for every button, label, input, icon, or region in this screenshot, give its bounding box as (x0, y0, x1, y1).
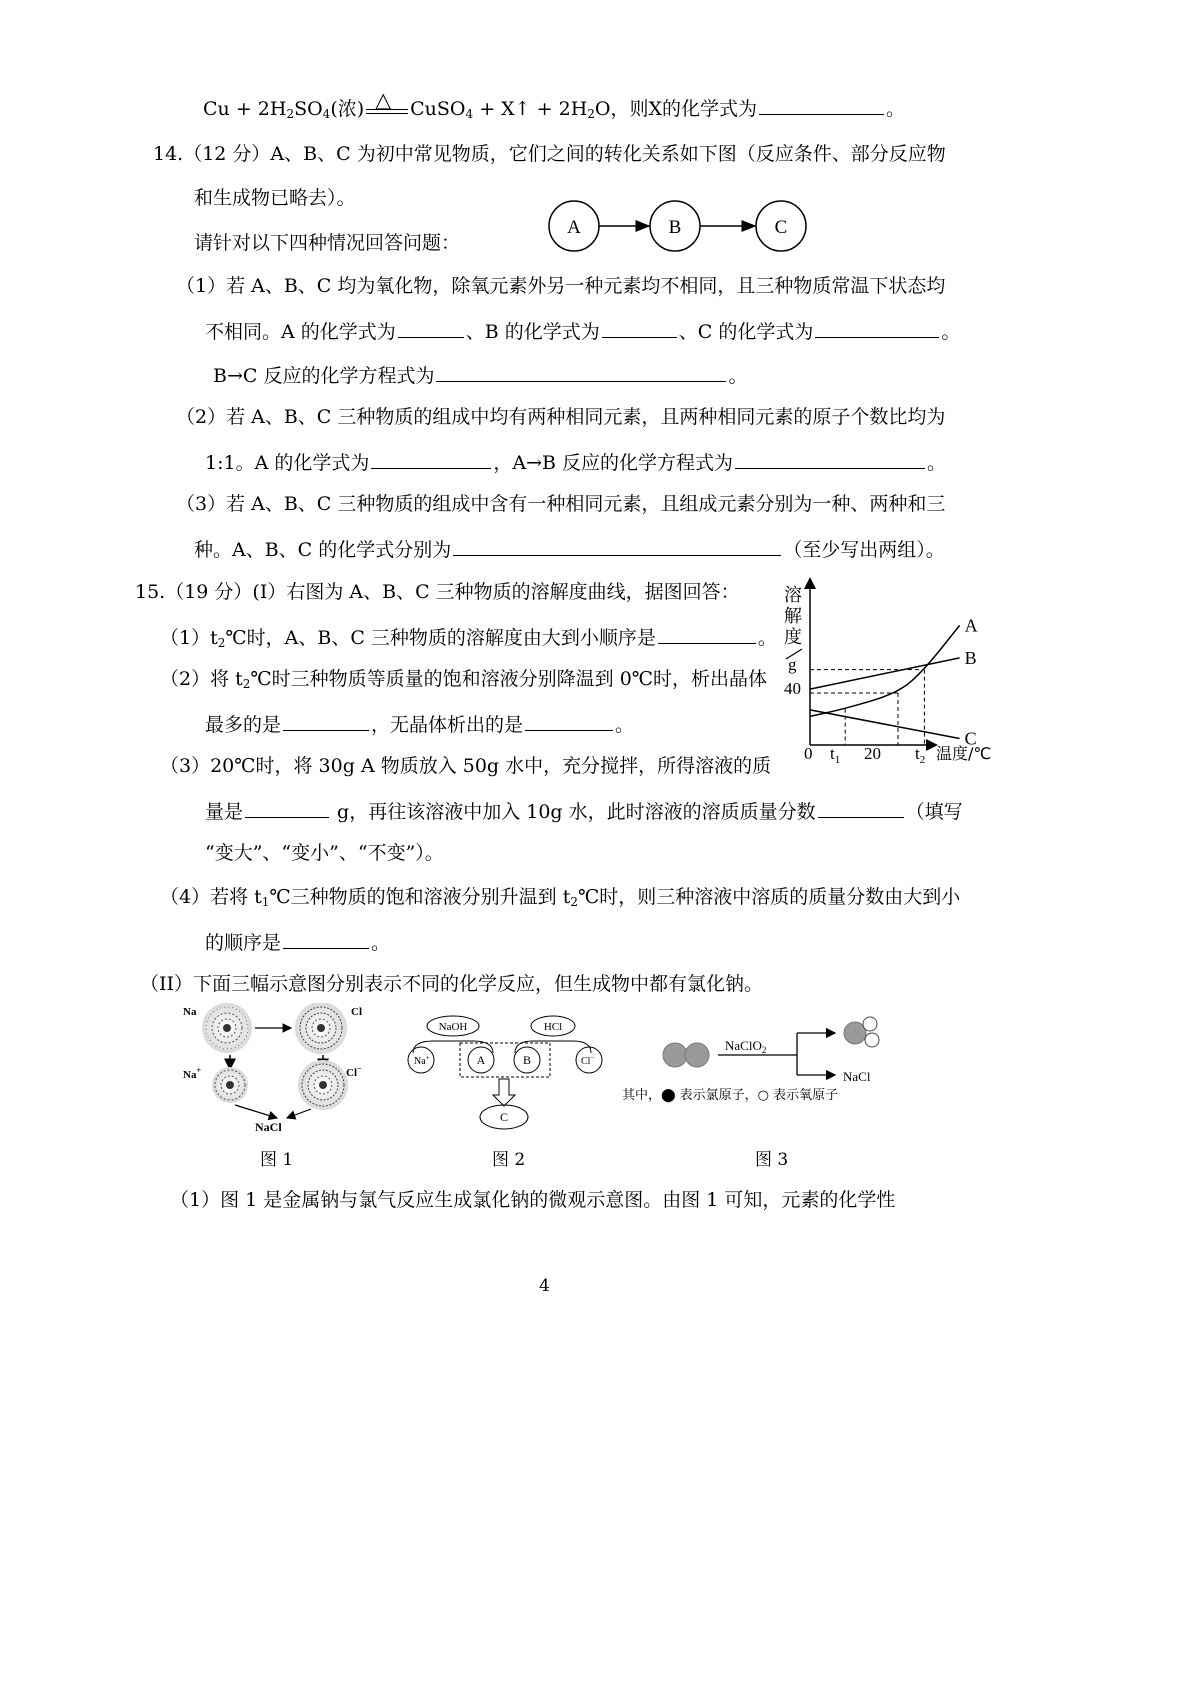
clo2-o-atom (865, 1033, 879, 1047)
answer-blank[interactable] (436, 361, 726, 382)
q-sub: 1 (261, 895, 270, 909)
q-text: 。 (728, 365, 748, 387)
q15-1 (160, 623, 777, 656)
q-text: ℃时，A、B、C 三种物质的溶解度由大到小顺序是 (225, 627, 656, 649)
hollow-down-arrow (493, 1079, 515, 1106)
x-tick-label: 0 (804, 744, 813, 763)
cl-atom-1 (663, 1043, 687, 1067)
product-box (460, 1043, 550, 1077)
eq-sub: 2 (286, 107, 295, 121)
q15-part2: （II）下面三幅示意图分别表示不同的化学反应，但生成物中都有氯化钠。 (140, 973, 764, 995)
curve-label-c: C (964, 728, 977, 749)
eq-text: SO (294, 98, 323, 120)
curve-a (810, 625, 960, 716)
caption-fig2: 图 2 (492, 1150, 526, 1170)
answer-blank[interactable] (525, 710, 613, 731)
fig1-cl-label: Cl (351, 1006, 362, 1018)
q15-3c: “变大”、“变小”、“不变”）。 (205, 842, 444, 864)
q-text: ℃时，则三种溶液中溶质的质量分数由大到小 (577, 886, 961, 908)
q-text: ，无晶体析出的是 (371, 714, 524, 736)
cl-ion-label: Cl− (581, 1054, 595, 1067)
q15-3b (205, 797, 963, 825)
answer-blank[interactable] (398, 317, 464, 338)
c-label: C (499, 1110, 509, 1124)
q-text: （至少写出两组）。 (783, 539, 945, 561)
solubility-chart (780, 575, 1005, 765)
hcl-label: HCl (543, 1021, 563, 1033)
q14-line1: 14.（12 分）A、B、C 为初中常见物质，它们之间的转化关系如下图（反应条件、部分反应物 (153, 143, 946, 165)
x-axis-label: 温度/℃ (936, 744, 992, 763)
clo2-o-atom (863, 1017, 877, 1031)
answer-blank[interactable] (658, 623, 756, 644)
x-tick-label: 20 (864, 744, 881, 763)
q14-p2-line2 (205, 448, 946, 476)
figure-2-neutralization (403, 1013, 613, 1131)
answer-blank[interactable] (283, 710, 369, 731)
q-text: ，A→B 反应的化学方程式为 (493, 452, 733, 474)
q-text: 1:1。A 的化学式为 (205, 452, 370, 474)
abc-flow-diagram (545, 193, 815, 257)
a-label: A (476, 1053, 486, 1067)
fig1-na-ion-label: Na+ (183, 1066, 202, 1081)
y-label-char: 解 (784, 606, 802, 626)
eq-text: + X↑ + 2H (473, 98, 588, 120)
cl-atom-2 (685, 1043, 709, 1067)
equation-line (203, 88, 906, 127)
figure-3-chlorine-reaction (615, 1013, 955, 1113)
q14-p1-line3 (213, 361, 747, 389)
q-text: 。 (941, 321, 961, 343)
q14-line3: 请针对以下四种情况回答问题： (194, 232, 461, 254)
q14-p1-line1: （1）若 A、B、C 均为氧化物，除氧元素外另一种元素均不相同，且三种物质常温下状态均 (176, 275, 946, 297)
fig1-cl-ion-label: Cl− (346, 1064, 362, 1079)
chloride-ion (298, 1060, 348, 1110)
q15-head: 15.（19 分）(I）右图为 A、B、C 三种物质的溶解度曲线，据图回答： (135, 581, 740, 603)
q-sub: 2 (242, 677, 251, 691)
q-text: （填写 (905, 801, 963, 823)
q-text: 。 (927, 452, 947, 474)
figure-1-na-cl-reaction (175, 1003, 375, 1133)
y-label-char: 溶 (784, 585, 802, 605)
x-tick-label: $t_1$ (830, 744, 841, 765)
chlorine-atom (295, 1003, 347, 1054)
node-b-label: B (668, 217, 682, 238)
eq-sub: 4 (322, 107, 331, 121)
q15-3a: （3）20℃时，将 30g A 物质放入 50g 水中，充分搅拌，所得溶液的质 (160, 755, 772, 777)
sodium-ion (212, 1067, 248, 1103)
y-label-char: g (788, 655, 797, 674)
reagent-label: NaClO$_2$ (725, 1038, 767, 1055)
node-a-label: A (567, 217, 581, 238)
y-tick-label: 40 (784, 679, 801, 698)
eq-text: CuSO (410, 98, 466, 120)
q-text: 不相同。A 的化学式为 (205, 321, 396, 343)
eq-text: O，则X的化学式为 (594, 98, 758, 120)
curve-b (810, 658, 960, 689)
answer-blank[interactable] (245, 797, 329, 818)
q-text: B→C 反应的化学方程式为 (213, 365, 435, 387)
caption-fig1: 图 1 (260, 1150, 294, 1170)
q-text: 。 (615, 714, 635, 736)
fig1-arrow (287, 1109, 311, 1118)
q14-p3-line1: （3）若 A、B、C 三种物质的组成中含有一种相同元素，且组成元素分别为一种、两种和三 (176, 493, 946, 515)
sodium-atom (202, 1003, 252, 1053)
q14-p2-line1: （2）若 A、B、C 三种物质的组成中均有两种相同元素，且两种相同元素的原子个数比均为 (176, 406, 946, 428)
fig1-arrow (235, 1105, 277, 1118)
eq-sub: 2 (587, 107, 595, 121)
node-c-label: C (774, 217, 788, 238)
q14-line2: 和生成物已略去）。 (194, 187, 356, 209)
eq-text: (浓) (330, 98, 365, 120)
q-text: 、B 的化学式为 (465, 321, 600, 343)
q-sub: 2 (570, 895, 578, 909)
q-text: （4）若将 t (160, 886, 262, 908)
x-tick-label: $t_2$ (915, 744, 926, 765)
answer-blank[interactable] (759, 94, 884, 115)
answer-blank[interactable] (283, 928, 369, 949)
q-text: 、C 的化学式为 (678, 321, 814, 343)
answer-blank[interactable] (453, 535, 781, 556)
q14-p3-line2 (194, 535, 945, 563)
q-text: （2）将 t (160, 668, 243, 690)
q15-4b (205, 928, 390, 956)
answer-blank[interactable] (818, 797, 904, 818)
answer-blank[interactable] (371, 448, 491, 469)
reaction-arrow-heat (364, 88, 410, 123)
q-text: 的顺序是 (205, 932, 282, 954)
q-text: （1）t (160, 627, 218, 649)
answer-blank[interactable] (602, 317, 677, 338)
answer-blank[interactable] (735, 448, 925, 469)
naoh-label: NaOH (438, 1021, 468, 1033)
answer-blank[interactable] (815, 317, 939, 338)
na-ion-label: Na+ (414, 1054, 430, 1067)
q-text: g，再往该溶液中加入 10g 水，此时溶液的溶质质量分数 (331, 801, 816, 823)
fig1-na-label: Na (183, 1006, 197, 1018)
curve-c (810, 710, 960, 739)
q-text: 。 (371, 932, 391, 954)
curve-label-b: B (964, 647, 977, 668)
eq-text: Cu + 2H (203, 98, 287, 120)
q-text: 种。A、B、C 的化学式分别为 (194, 539, 452, 561)
q-text: 最多的是 (205, 714, 282, 736)
heat-symbol: △ (375, 88, 392, 112)
eq-sub: 4 (465, 107, 474, 121)
q15-2b (205, 710, 634, 738)
q-text: ℃时三种物质等质量的饱和溶液分别降温到 0℃时，析出晶体 (250, 668, 768, 690)
caption-fig3: 图 3 (755, 1150, 789, 1170)
q14-p1-line2 (205, 317, 960, 345)
eq-text: 。 (886, 98, 906, 120)
page-number: 4 (539, 1276, 550, 1296)
q-text: 。 (757, 627, 777, 649)
q15-2a (160, 666, 767, 697)
fig1-product-label: NaCl (255, 1120, 282, 1133)
q-sub: 2 (217, 636, 226, 650)
legend-text: 其中，⬤ 表示氯原子，○ 表示氧原子 (622, 1088, 839, 1103)
q-text: ℃三种物质的饱和溶液分别升温到 t (269, 886, 571, 908)
curve-label-a: A (964, 615, 978, 636)
q-text: 量是 (205, 801, 244, 823)
y-label-char: 度 (784, 627, 802, 647)
b-label: B (522, 1053, 532, 1067)
product-label: NaCl (843, 1069, 871, 1084)
q15-last-line: （1）图 1 是金属钠与氯气反应生成氯化钠的微观示意图。由图 1 可知，元素的化学性 (170, 1189, 896, 1211)
q15-4a (160, 884, 960, 915)
